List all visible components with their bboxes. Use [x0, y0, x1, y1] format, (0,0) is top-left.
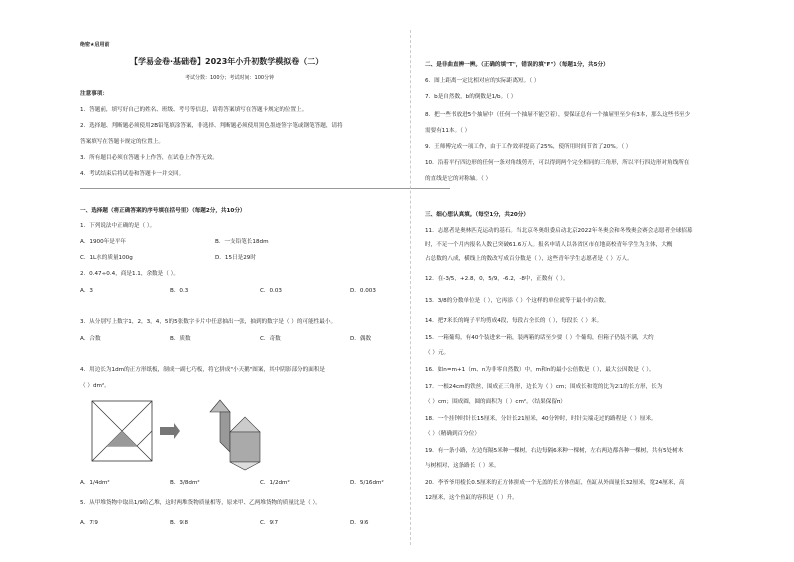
question-10: 10．沿着平行四边形的任何一条对角线剪开，可以得到两个完全相同的三角形，所以平行四边形对角线所在 — [425, 160, 690, 166]
option-d: D．5/16dm² — [350, 480, 384, 486]
question-4-cont: （ ）dm²。 — [80, 383, 110, 389]
option-b: B．0.3 — [170, 288, 189, 294]
question-2: 2．0.47÷0.4，商是1.1，余数是（ ）。 — [80, 271, 180, 277]
option-c: C．0.03 — [260, 288, 282, 294]
question-17: 17．一根24cm的铁丝，围成正三角形，边长为（ ）cm；围成长和宽的比为2∶1的长方形，长为 — [425, 384, 663, 390]
option-a: A．1900年是平年 — [80, 239, 127, 245]
exam-meta: 考试分数：100分；考试时间：100分钟 — [185, 75, 275, 81]
tangram-figure — [90, 395, 200, 470]
notice-item: 答案填写在答题卡规定的位置上。 — [80, 139, 164, 145]
option-c: C．奇数 — [260, 336, 281, 342]
notice-item: 2．选择题、判断题必须使用2B铅笔填涂答案，非选择、判断题必须使用黑色墨迹签字笔或钢笔答题，请将 — [80, 123, 343, 129]
option-c: C．1L水的质量100g — [80, 255, 133, 261]
question-18: 18．一个挂钟时针长15厘米，分针长21厘米，40分钟时，时针尖端走过的路程是（ ）厘米。 — [425, 416, 657, 422]
column-separator — [410, 30, 411, 545]
secret-label: 绝密★启用前 — [80, 42, 110, 48]
question-11: 11．志愿者是奥林匹克运动的基石。当北京冬奥组委启动北京2022年冬奥会和冬残奥会赛会志愿者全球招募 — [425, 228, 693, 234]
question-13: 13．3/8的分数单位是（ ），它再添（ ）个这样的单位就等于最小的合数。 — [425, 298, 610, 304]
question-11-cont: 占总数的八成，横线上的数改写成百分数是（ ），这些青年学生志愿者是（ ）万人。 — [425, 256, 633, 262]
question-20-cont: 12厘米，这个鱼缸的容积是（ ）升。 — [425, 495, 518, 501]
option-d: D．0.003 — [350, 288, 376, 294]
section2-heading: 二、是非曲直辨一辨。（正确的填"T"，错误的填"F"）（每题1分，共5分） — [425, 62, 609, 68]
question-17-cont: （ ）cm；围成圆，圆的面积为（ ）cm²。（结果保留π） — [425, 399, 566, 405]
question-8-cont: 需要有11本。（ ） — [425, 128, 471, 134]
left-column — [80, 30, 450, 545]
question-15-cont: （ ）元。 — [425, 350, 450, 356]
question-15: 15．一箱葡萄，有40个装进来一箱，装两箱的话至少要（ ）个葡萄，但箱子仍装不满，大约 — [425, 335, 654, 341]
question-19-cont: 与树相对，这条路长（ ）米。 — [425, 463, 500, 469]
option-b: B．3/8dm² — [170, 480, 200, 486]
right-column — [425, 30, 794, 545]
option-b: B．质数 — [170, 336, 191, 342]
notice-item: 4．考试结束后将试卷和答题卡一并交回。 — [80, 171, 185, 177]
option-a: A．3 — [80, 288, 93, 294]
section3-heading: 三、细心想认真填。（每空1分，共20分） — [425, 212, 529, 218]
divider — [80, 188, 450, 189]
question-14: 14．把7米长的绳子平均剪成4段，每段占全长的（ ），每段长（ ）米。 — [425, 318, 603, 324]
question-10-cont: 的直线是它的对称轴。（ ） — [425, 176, 492, 182]
option-d: D．偶数 — [350, 336, 372, 342]
question-4: 4．用边长为1dm的正方形纸板，制成一副七巧板，将它拼成"小天鹅"图案，其中阴影部分的面积是 — [80, 367, 326, 373]
option-a: A．合数 — [80, 336, 101, 342]
swan-figure — [200, 392, 280, 472]
page-title: 【学易金卷·基础卷】2023年小升初数学模拟卷（二） — [130, 57, 324, 66]
section1-heading: 一、选择题（将正确答案的序号填在括号里）（每题2分，共10分） — [80, 208, 246, 214]
option-c: C．9∶7 — [260, 520, 279, 526]
option-b: B．一支铅笔长18dm — [215, 239, 269, 245]
question-19: 19．有一条小路，左边每隔5米种一棵树，右边每隔6米种一棵树，左右两边都各种一棵树，共有5处树木 — [425, 448, 684, 454]
notice-item: 3．所有题目必须在答题卡上作答，在试卷上作答无效。 — [80, 155, 218, 161]
option-b: B．9∶8 — [170, 520, 189, 526]
option-a: A．1/4dm² — [80, 480, 110, 486]
question-3: 3．从分别写上数字1，2，3，4，5的5张数字卡片中任意抽出一张，抽到的数字是（ ）的可能性最小。 — [80, 319, 337, 325]
option-a: A．7∶9 — [80, 520, 98, 526]
question-7: 7．b是自然数，b的倒数是1/b。（ ） — [425, 94, 517, 100]
option-c: C．1/2dm² — [260, 480, 290, 486]
question-16: 16．如n=m+1（m、n为非零自然数）中，m和n的最小公倍数是（ ），最大公因数是（ ）。 — [425, 367, 655, 373]
notice-item: 1．答题前，填写好自己的姓名、班级、考号等信息，请将答案填写在答题卡规定的位置上。 — [80, 107, 308, 113]
question-9: 9．王师傅完成一项工作，由于工作效率提高了25%，使所用时间节省了20%。（ ） — [425, 144, 632, 150]
option-d: D．15日是29时 — [215, 255, 256, 261]
question-11-cont: 时，不足一个月内报名人数已突破61.6万人。报名申请人以各省区市在地高校青年学生为主体，大概 — [425, 242, 673, 248]
option-d: D．9∶6 — [350, 520, 369, 526]
question-18-cont: （ ）（精确到百分位） — [425, 431, 480, 437]
question-20: 20．李爷爷用棱长0.5厘米的正方体拼成一个无盖的长方体鱼缸，鱼缸从外面量长32厘米，宽24厘米，高 — [425, 480, 685, 486]
question-5: 5．从甲堆货物中取出1/9给乙堆，这时两堆货物质量相等，原来甲、乙两堆货物的质量比是（ ）。 — [80, 500, 321, 506]
question-8: 8．把一些书放进5个抽屉中（任何一个抽屉不能空着），要保证总有一个抽屉里至少有3本，那么这些书至少 — [425, 112, 691, 118]
question-6: 6．图上距离一定比相对应的实际距离短。（ ） — [425, 78, 540, 84]
question-12: 12．在-3/5，+2.8，0，5/9，-6.2，-8中，正数有（ ）。 — [425, 276, 569, 282]
notice-heading: 注意事项： — [80, 91, 108, 97]
question-1: 1．下列说法中正确的是（ ）。 — [80, 223, 156, 229]
